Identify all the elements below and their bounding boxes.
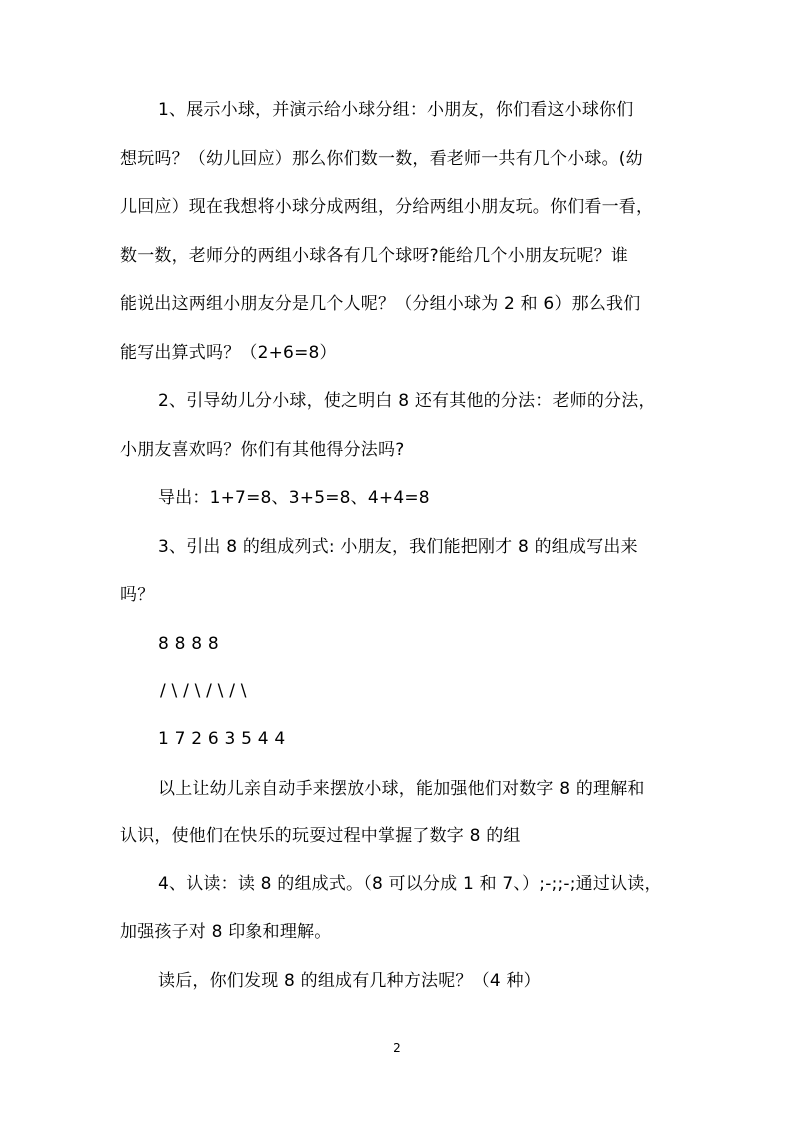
number-row: 8 8 8 8 xyxy=(158,634,219,654)
paragraph-line: 儿回应）现在我想将小球分成两组，分给两组小朋友玩。你们看一看， xyxy=(120,197,654,217)
paragraph-line: 4、认读：读 8 的组成式。（8 可以分成 1 和 7、）;-;;-;通过认读， xyxy=(158,874,662,894)
paragraph-line: 吗？ xyxy=(120,585,155,605)
paragraph-line: 3、引出 8 的组成列式: 小朋友，我们能把刚才 8 的组成写出来 xyxy=(158,537,638,557)
page-number: 2 xyxy=(393,1041,401,1055)
paragraph-line: 1、展示小球，并演示给小球分组：小朋友，你们看这小球你们 xyxy=(158,100,634,120)
paragraph-line: 加强孩子对 8 印象和理解。 xyxy=(120,922,332,942)
paragraph-line: 2、引导幼儿分小球，使之明白 8 还有其他的分法：老师的分法， xyxy=(158,391,656,411)
paragraph-line: 小朋友喜欢吗？你们有其他得分法吗? xyxy=(120,440,405,460)
paragraph-line: 认识，使他们在快乐的玩耍过程中掌握了数字 8 的组 xyxy=(120,826,521,846)
paragraph-line: 数一数，老师分的两组小球各有几个球呀?能给几个小朋友玩呢？谁 xyxy=(120,246,629,266)
paragraph-line: 想玩吗？（幼儿回应）那么你们数一数，看老师一共有几个小球。(幼 xyxy=(120,149,643,169)
paragraph-line: 导出：1+7=8、3+5=8、4+4=8 xyxy=(158,488,430,508)
paragraph-line: 能说出这两组小朋友分是几个人呢？（分组小球为 2 和 6）那么我们 xyxy=(120,294,641,314)
paragraph-line: 读后，你们发现 8 的组成有几种方法呢？（4 种） xyxy=(158,971,541,991)
paragraph-line: 能写出算式吗？（2+6=8） xyxy=(120,343,337,363)
paragraph-line: 以上让幼儿亲自动手来摆放小球，能加强他们对数字 8 的理解和 xyxy=(158,779,645,799)
slash-row: / \ / \ / \ / \ xyxy=(160,681,247,701)
number-row: 1 7 2 6 3 5 4 4 xyxy=(158,729,286,749)
